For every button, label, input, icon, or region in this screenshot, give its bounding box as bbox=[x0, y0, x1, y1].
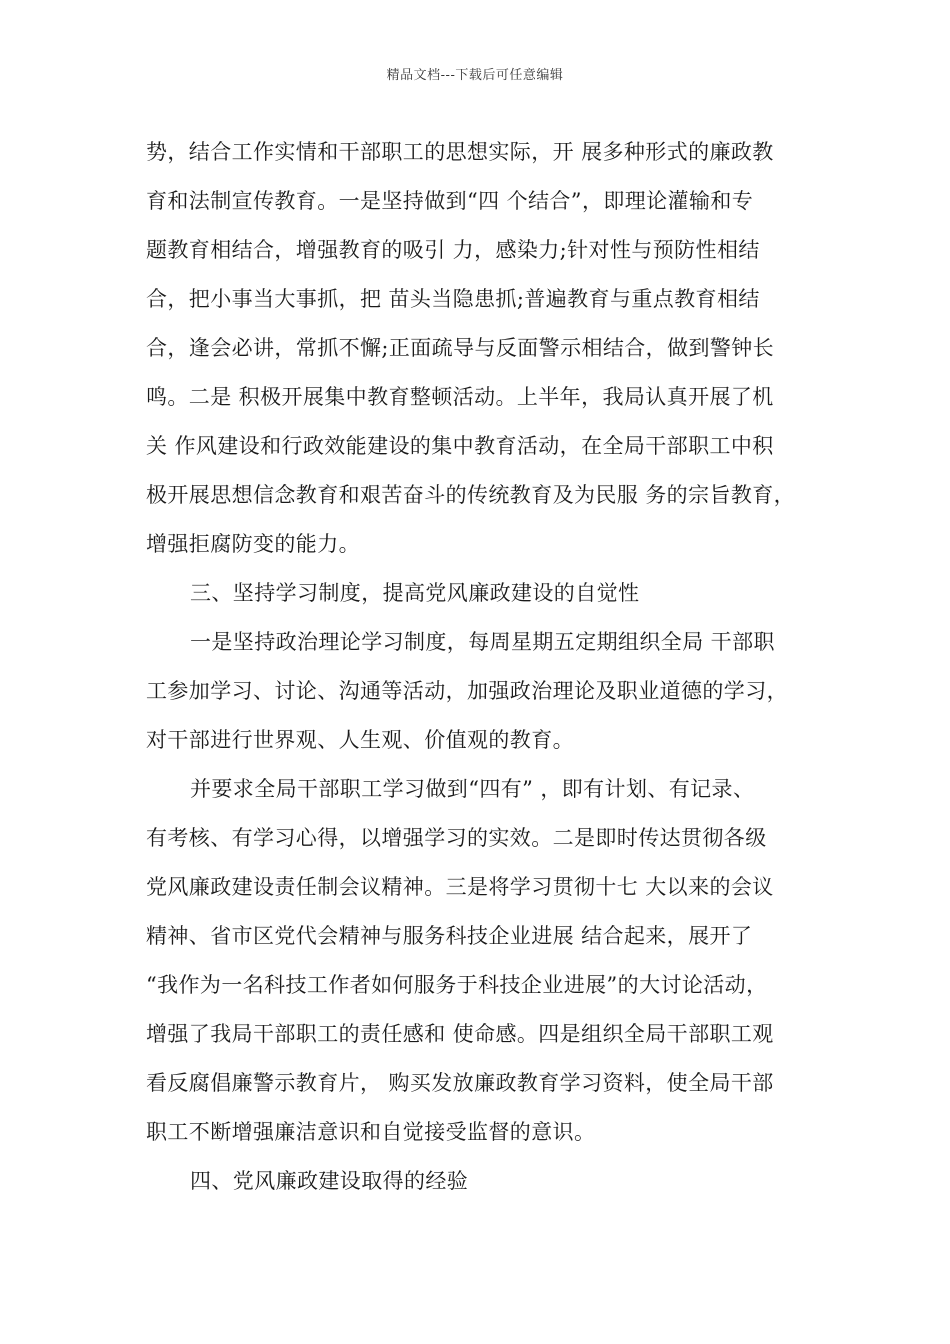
body-line: 合，逢会必讲，常抓不懈;正面疏导与反面警示相结合，做到警钟长 bbox=[146, 336, 775, 360]
body-line: 增强了我局干部职工的责任感和 使命感。四是组织全局干部职工观 bbox=[146, 1022, 774, 1046]
body-line: 工参加学习、讨论、沟通等活动，加强政治理论及职业道德的学习， bbox=[146, 679, 788, 703]
section-heading: 四、党风廉政建设取得的经验 bbox=[190, 1169, 469, 1193]
section-heading: 三、坚持学习制度，提高党风廉政建设的自觉性 bbox=[190, 581, 640, 605]
body-line: 对干部进行世界观、人生观、价值观的教育。 bbox=[146, 728, 574, 752]
body-line: 有考核、有学习心得，以增强学习的实效。二是即时传达贯彻各级 bbox=[146, 826, 767, 850]
body-line: 势，结合工作实情和干部职工的思想实际，开 展多种形式的廉政教 bbox=[146, 140, 774, 164]
body-line: 关 作风建设和行政效能建设的集中教育活动，在全局干部职工中积 bbox=[146, 434, 774, 458]
body-line: 职工不断增强廉洁意识和自觉接受监督的意识。 bbox=[146, 1120, 596, 1144]
document-body bbox=[146, 128, 846, 1206]
page-header: 精品文档---下载后可任意编辑 bbox=[386, 68, 564, 83]
body-line: 党风廉政建设责任制会议精神。三是将学习贯彻十七 大以来的会议 bbox=[146, 875, 774, 899]
body-line: 精神、省市区党代会精神与服务科技企业进展 结合起来，展开了 bbox=[146, 924, 753, 948]
body-line: 并要求全局干部职工学习做到“四有” ，即有计划、有记录、 bbox=[190, 777, 755, 801]
body-line: 增强拒腐防变的能力。 bbox=[146, 532, 360, 556]
body-line: 合，把小事当大事抓，把 苗头当隐患抓;普遍教育与重点教育相结 bbox=[146, 287, 760, 311]
body-line: 一是坚持政治理论学习制度，每周星期五定期组织全局 干部职 bbox=[190, 630, 775, 654]
body-line: 极开展思想信念教育和艰苦奋斗的传统教育及为民服 务的宗旨教育， bbox=[146, 483, 796, 507]
body-line: 看反腐倡廉警示教育片， 购买发放廉政教育学习资料，使全局干部 bbox=[146, 1071, 774, 1095]
body-line: “我作为一名科技工作者如何服务于科技企业进展”的大讨论活动， bbox=[146, 973, 768, 997]
body-line: 题教育相结合，增强教育的吸引 力，感染力;针对性与预防性相结 bbox=[146, 238, 760, 262]
body-line: 育和法制宣传教育。一是坚持做到“四 个结合”，即理论灌输和专 bbox=[146, 189, 754, 213]
body-line: 鸣。二是 积极开展集中教育整顿活动。上半年，我局认真开展了机 bbox=[146, 385, 774, 409]
